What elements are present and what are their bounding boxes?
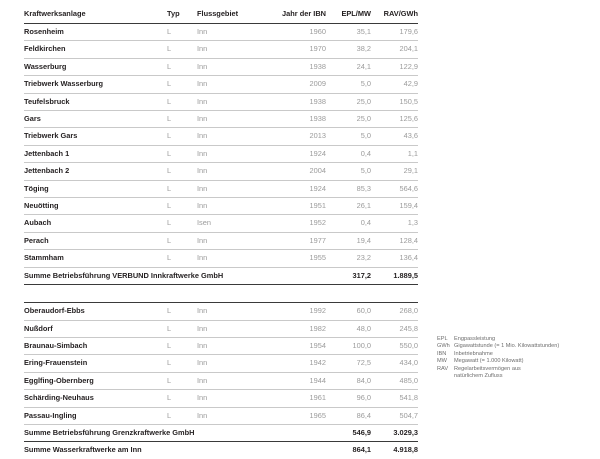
commissioning-year-cell: 2004	[260, 163, 326, 180]
river-basin-cell: Inn	[197, 250, 260, 267]
capacity-cell: 25,0	[326, 111, 371, 128]
table-row	[24, 372, 418, 389]
plant-type-cell: L	[167, 337, 197, 354]
plant-name-cell: Gars	[24, 111, 167, 128]
plant-name-cell: Perach	[24, 232, 167, 249]
commissioning-year-cell: 1977	[260, 232, 326, 249]
section-gap-cell	[24, 285, 418, 303]
column-header-typ: Typ	[167, 5, 197, 24]
plant-name-cell: Töging	[24, 180, 167, 197]
legend-abbreviation: GWh	[437, 343, 450, 350]
table-row	[24, 41, 418, 58]
capacity-cell: 85,3	[326, 180, 371, 197]
energy-cell: 1,3	[371, 215, 418, 232]
energy-cell: 43,6	[371, 128, 418, 145]
capacity-cell: 25,0	[326, 93, 371, 110]
legend-entry	[437, 336, 595, 343]
energy-cell: 159,4	[371, 198, 418, 215]
capacity-cell: 26,1	[326, 198, 371, 215]
plant-name-cell: Passau-Ingling	[24, 407, 167, 424]
table-row	[24, 76, 418, 93]
plant-name-cell: Rosenheim	[24, 24, 167, 41]
plant-name-cell: Nußdorf	[24, 320, 167, 337]
river-basin-cell: Inn	[197, 145, 260, 162]
plant-type-cell: L	[167, 41, 197, 58]
legend-definition: Engpassleistung	[454, 336, 496, 342]
table-header	[24, 5, 418, 24]
table-row	[24, 180, 418, 197]
plant-name-cell: Oberaudorf-Ebbs	[24, 303, 167, 320]
legend-abbreviation: EPL	[437, 336, 448, 342]
summary-row-grenzkraftwerke	[24, 424, 418, 441]
river-basin-cell: Inn	[197, 41, 260, 58]
commissioning-year-cell: 1942	[260, 355, 326, 372]
commissioning-year-cell: 2009	[260, 76, 326, 93]
table-row	[24, 111, 418, 128]
plant-name-cell: Aubach	[24, 215, 167, 232]
summary-label-innkraftwerke: Summe Betriebsführung VERBUND Innkraftwerke GmbH	[24, 267, 326, 284]
table-row	[24, 407, 418, 424]
commissioning-year-cell: 1992	[260, 303, 326, 320]
table-row	[24, 24, 418, 41]
energy-cell: 128,4	[371, 232, 418, 249]
legend-entry	[437, 358, 595, 365]
table-body	[24, 24, 418, 459]
capacity-cell: 5,0	[326, 163, 371, 180]
capacity-cell: 100,0	[326, 337, 371, 354]
energy-cell: 122,9	[371, 58, 418, 75]
energy-cell: 29,1	[371, 163, 418, 180]
table-row	[24, 355, 418, 372]
river-basin-cell: Inn	[197, 24, 260, 41]
commissioning-year-cell: 1924	[260, 145, 326, 162]
column-header-ibn: Jahr der IBN	[260, 5, 326, 24]
energy-cell: 550,0	[371, 337, 418, 354]
commissioning-year-cell: 1982	[260, 320, 326, 337]
plant-type-cell: L	[167, 163, 197, 180]
plant-type-cell: L	[167, 24, 197, 41]
column-header-epl: EPL/MW	[326, 5, 371, 24]
plant-name-cell: Triebwerk Wasserburg	[24, 76, 167, 93]
energy-cell: 125,6	[371, 111, 418, 128]
legend-abbreviation: RAV	[437, 365, 449, 372]
commissioning-year-cell: 2013	[260, 128, 326, 145]
capacity-cell: 23,2	[326, 250, 371, 267]
river-basin-cell: Inn	[197, 372, 260, 389]
table-row	[24, 93, 418, 110]
plant-name-cell: Jettenbach 1	[24, 145, 167, 162]
river-basin-cell: Inn	[197, 163, 260, 180]
river-basin-cell: Inn	[197, 128, 260, 145]
river-basin-cell: Inn	[197, 93, 260, 110]
plant-name-cell: Feldkirchen	[24, 41, 167, 58]
river-basin-cell: Inn	[197, 303, 260, 320]
legend-definition: Regelarbeitsvermögen aus	[454, 365, 521, 372]
table-row	[24, 58, 418, 75]
summary-energy-grenzkraftwerke: 3.029,3	[371, 424, 418, 441]
plant-name-cell: Neuötting	[24, 198, 167, 215]
plant-type-cell: L	[167, 372, 197, 389]
plant-type-cell: L	[167, 58, 197, 75]
capacity-cell: 0,4	[326, 145, 371, 162]
commissioning-year-cell: 1954	[260, 337, 326, 354]
river-basin-cell: Inn	[197, 76, 260, 93]
plant-type-cell: L	[167, 355, 197, 372]
plant-type-cell: L	[167, 180, 197, 197]
grand-total-energy: 4.918,8	[393, 445, 418, 455]
plant-type-cell: L	[167, 93, 197, 110]
table-row	[24, 337, 418, 354]
plant-name-cell: Jettenbach 2	[24, 163, 167, 180]
column-header-name: Kraftwerksanlage	[24, 5, 167, 24]
plant-type-cell: L	[167, 76, 197, 93]
plant-type-cell: L	[167, 145, 197, 162]
summary-row-innkraftwerke	[24, 267, 418, 284]
commissioning-year-cell: 1960	[260, 24, 326, 41]
legend-abbreviation: IBN	[437, 350, 447, 357]
capacity-cell: 24,1	[326, 58, 371, 75]
commissioning-year-cell: 1944	[260, 372, 326, 389]
capacity-cell: 60,0	[326, 303, 371, 320]
column-header-rav: RAV/GWh	[371, 5, 418, 24]
legend-abbreviation: MW	[437, 358, 447, 365]
table-row	[24, 163, 418, 180]
plant-name-cell: Triebwerk Gars	[24, 128, 167, 145]
plant-type-cell: L	[167, 303, 197, 320]
table-row	[24, 145, 418, 162]
table-row	[24, 215, 418, 232]
abbreviation-legend	[437, 336, 595, 381]
plant-type-cell: L	[167, 320, 197, 337]
commissioning-year-cell: 1938	[260, 93, 326, 110]
capacity-cell: 19,4	[326, 232, 371, 249]
legend-entry	[437, 351, 595, 358]
energy-cell: 564,6	[371, 180, 418, 197]
summary-label-grenzkraftwerke: Summe Betriebsführung Grenzkraftwerke GmbH	[24, 424, 326, 441]
legend-entry	[437, 343, 595, 350]
plant-name-cell: Egglfing-Obernberg	[24, 372, 167, 389]
energy-cell: 485,0	[371, 372, 418, 389]
plant-type-cell: L	[167, 232, 197, 249]
table-row	[24, 303, 418, 320]
energy-cell: 245,8	[371, 320, 418, 337]
river-basin-cell: Inn	[197, 390, 260, 407]
plant-type-cell: L	[167, 198, 197, 215]
power-plant-table	[24, 5, 418, 459]
summary-capacity-innkraftwerke: 317,2	[326, 267, 371, 284]
commissioning-year-cell: 1924	[260, 180, 326, 197]
grand-total-row	[24, 442, 418, 459]
table-row	[24, 232, 418, 249]
table-row	[24, 390, 418, 407]
section-gap	[24, 285, 418, 303]
energy-cell: 1,1	[371, 145, 418, 162]
table-row	[24, 250, 418, 267]
capacity-cell: 72,5	[326, 355, 371, 372]
energy-cell: 42,9	[371, 76, 418, 93]
table-header-row	[24, 5, 418, 24]
plant-name-cell: Teufelsbruck	[24, 93, 167, 110]
legend-definition: Inbetriebnahme	[454, 350, 493, 357]
legend-entry	[437, 366, 595, 373]
column-header-flussgebiet: Flussgebiet	[197, 5, 260, 24]
capacity-cell: 84,0	[326, 372, 371, 389]
river-basin-cell: Isen	[197, 215, 260, 232]
capacity-cell: 86,4	[326, 407, 371, 424]
capacity-cell: 0,4	[326, 215, 371, 232]
plant-type-cell: L	[167, 215, 197, 232]
energy-cell: 541,8	[371, 390, 418, 407]
grand-total-capacity: 864,1	[352, 445, 371, 455]
capacity-cell: 5,0	[326, 76, 371, 93]
commissioning-year-cell: 1938	[260, 111, 326, 128]
plant-name-cell: Stammham	[24, 250, 167, 267]
energy-cell: 504,7	[371, 407, 418, 424]
energy-cell: 434,0	[371, 355, 418, 372]
plant-type-cell: L	[167, 250, 197, 267]
river-basin-cell: Inn	[197, 180, 260, 197]
plant-name-cell: Schärding-Neuhaus	[24, 390, 167, 407]
capacity-cell: 35,1	[326, 24, 371, 41]
legend-definition-continuation: natürlichem Zufluss	[454, 373, 503, 380]
commissioning-year-cell: 1938	[260, 58, 326, 75]
plant-type-cell: L	[167, 111, 197, 128]
table-row	[24, 320, 418, 337]
capacity-cell: 96,0	[326, 390, 371, 407]
river-basin-cell: Inn	[197, 198, 260, 215]
commissioning-year-cell: 1955	[260, 250, 326, 267]
capacity-cell: 5,0	[326, 128, 371, 145]
commissioning-year-cell: 1970	[260, 41, 326, 58]
summary-capacity-grenzkraftwerke: 546,9	[326, 424, 371, 441]
table-row	[24, 198, 418, 215]
plant-name-cell: Ering-Frauenstein	[24, 355, 167, 372]
grand-total-label: Summe Wasserkraftwerke am Inn	[24, 445, 142, 455]
plant-type-cell: L	[167, 407, 197, 424]
river-basin-cell: Inn	[197, 111, 260, 128]
commissioning-year-cell: 1952	[260, 215, 326, 232]
river-basin-cell: Inn	[197, 232, 260, 249]
plant-name-cell: Braunau-Simbach	[24, 337, 167, 354]
legend-definition: Gigawattstunde (= 1 Mio. Kilowattstunden)	[454, 343, 560, 350]
river-basin-cell: Inn	[197, 320, 260, 337]
summary-energy-innkraftwerke: 1.889,5	[371, 267, 418, 284]
commissioning-year-cell: 1965	[260, 407, 326, 424]
energy-cell: 150,5	[371, 93, 418, 110]
energy-cell: 136,4	[371, 250, 418, 267]
legend-definition: Megawatt (= 1.000 Kilowatt)	[454, 358, 524, 365]
table-row	[24, 128, 418, 145]
river-basin-cell: Inn	[197, 337, 260, 354]
river-basin-cell: Inn	[197, 407, 260, 424]
commissioning-year-cell: 1951	[260, 198, 326, 215]
power-plant-table-container	[24, 5, 418, 459]
capacity-cell: 38,2	[326, 41, 371, 58]
plant-type-cell: L	[167, 128, 197, 145]
plant-name-cell: Wasserburg	[24, 58, 167, 75]
energy-cell: 204,1	[371, 41, 418, 58]
commissioning-year-cell: 1961	[260, 390, 326, 407]
capacity-cell: 48,0	[326, 320, 371, 337]
energy-cell: 179,6	[371, 24, 418, 41]
river-basin-cell: Inn	[197, 58, 260, 75]
energy-cell: 268,0	[371, 303, 418, 320]
plant-type-cell: L	[167, 390, 197, 407]
river-basin-cell: Inn	[197, 355, 260, 372]
